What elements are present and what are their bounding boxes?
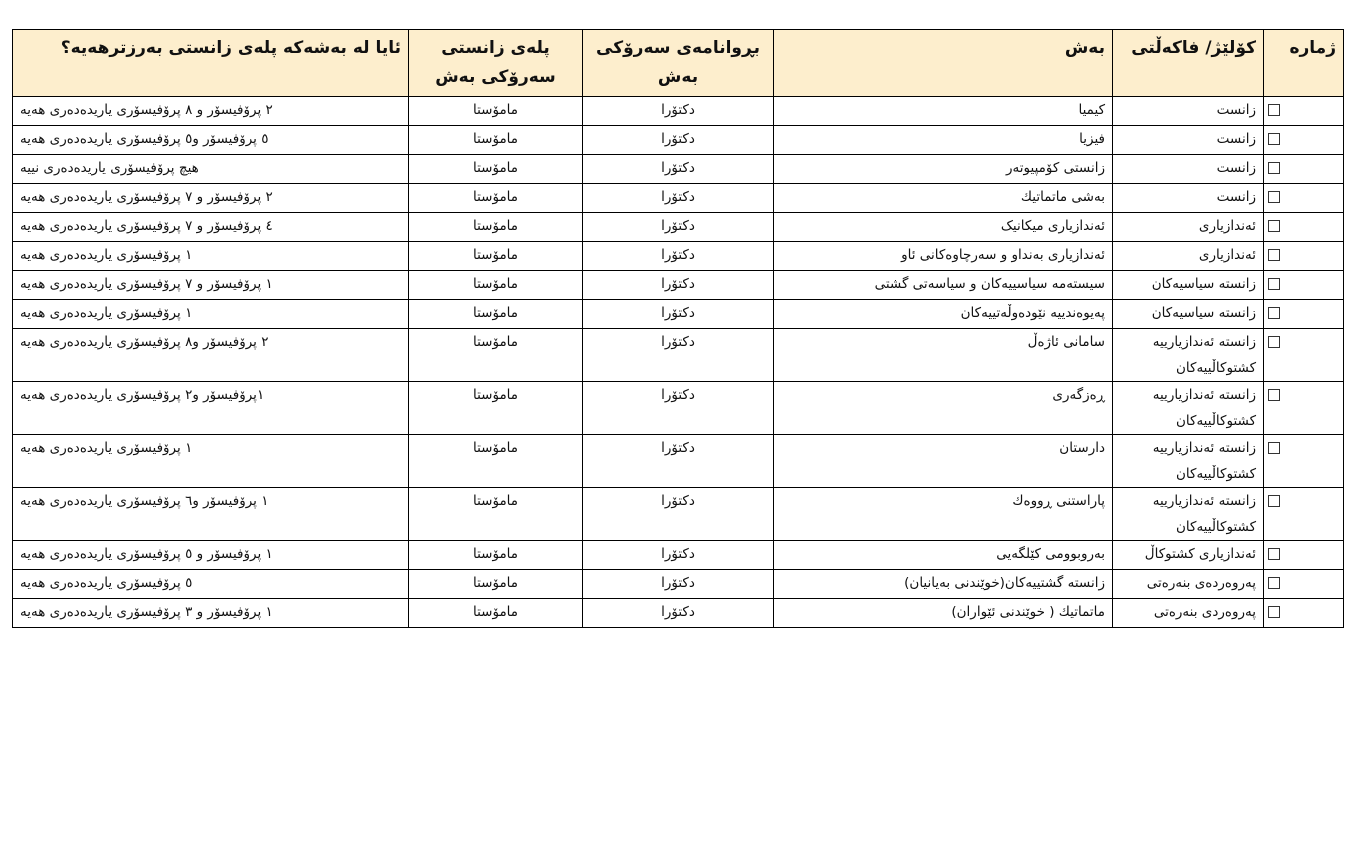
- checkbox-icon[interactable]: [1268, 307, 1280, 319]
- department-cell: ڕەزگەری: [774, 382, 1113, 435]
- checkbox-icon[interactable]: [1268, 336, 1280, 348]
- department-cell: ئەندازیاری میکانیک: [774, 213, 1113, 242]
- department-cell: بەروبوومی کێلگەیی: [774, 541, 1113, 570]
- title-cell: مامۆستا: [409, 300, 583, 329]
- question-cell: ١پرۆفیسۆر و٢ پرۆفیسۆری یاریدەدەری هەیە: [13, 382, 409, 435]
- table-row: [13, 382, 1344, 435]
- table-row: [13, 155, 1344, 184]
- title-cell: مامۆستا: [409, 435, 583, 488]
- college-cell: ئەندازیاری کشتوکاڵ: [1113, 541, 1264, 570]
- title-cell: مامۆستا: [409, 126, 583, 155]
- table-row: [13, 541, 1344, 570]
- title-cell: مامۆستا: [409, 570, 583, 599]
- college-cell: ئەندازیاری: [1113, 242, 1264, 271]
- row-checkbox-cell: [1264, 271, 1344, 300]
- question-cell: ٢ پرۆفیسۆر و ٧ پرۆفیسۆری یاریدەدەری هەیە: [13, 184, 409, 213]
- table-row: [13, 599, 1344, 628]
- header-title: پلەی زانستی سەرۆکی بەش: [409, 30, 583, 97]
- question-cell: ١ پرۆفیسۆر و ٧ پرۆفیسۆری یاریدەدەری هەیە: [13, 271, 409, 300]
- department-cell: بەشی ماتماتیك: [774, 184, 1113, 213]
- department-cell: دارستان: [774, 435, 1113, 488]
- question-cell: هیچ پرۆفیسۆری یاریدەدەری نییە: [13, 155, 409, 184]
- header-question: ئایا لە بەشەکە پلەی زانستی بەرزترهەیە؟: [13, 30, 409, 97]
- checkbox-icon[interactable]: [1268, 133, 1280, 145]
- question-cell: ١ پرۆفیسۆری یاریدەدەری هەیە: [13, 242, 409, 271]
- row-checkbox-cell: [1264, 242, 1344, 271]
- checkbox-icon[interactable]: [1268, 249, 1280, 261]
- checkbox-icon[interactable]: [1268, 220, 1280, 232]
- row-checkbox-cell: [1264, 382, 1344, 435]
- title-cell: مامۆستا: [409, 329, 583, 382]
- title-cell: مامۆستا: [409, 155, 583, 184]
- row-checkbox-cell: [1264, 184, 1344, 213]
- table-row: [13, 242, 1344, 271]
- department-cell: زانستە گشتییەکان(خوێندنی بەیانیان): [774, 570, 1113, 599]
- title-cell: مامۆستا: [409, 382, 583, 435]
- row-checkbox-cell: [1264, 126, 1344, 155]
- department-cell: پەیوەندییە نێودەوڵەتییەکان: [774, 300, 1113, 329]
- degree-cell: دکتۆرا: [583, 126, 774, 155]
- question-cell: ١ پرۆفیسۆری یاریدەدەری هەیە: [13, 300, 409, 329]
- college-cell: زانست: [1113, 126, 1264, 155]
- degree-cell: دکتۆرا: [583, 213, 774, 242]
- table-row: [13, 300, 1344, 329]
- title-cell: مامۆستا: [409, 488, 583, 541]
- row-checkbox-cell: [1264, 300, 1344, 329]
- table-row: [13, 184, 1344, 213]
- degree-cell: دکتۆرا: [583, 382, 774, 435]
- table-row: [13, 435, 1344, 488]
- question-cell: ١ پرۆفیسۆر و ٣ پرۆفیسۆری یاریدەدەری هەیە: [13, 599, 409, 628]
- department-cell: سیستەمە سیاسییەکان و سیاسەتی گشتی: [774, 271, 1113, 300]
- department-cell: فیزیا: [774, 126, 1113, 155]
- department-cell: کیمیا: [774, 97, 1113, 126]
- degree-cell: دکتۆرا: [583, 242, 774, 271]
- question-cell: ٥ پرۆفیسۆری یاریدەدەری هەیە: [13, 570, 409, 599]
- table-row: [13, 271, 1344, 300]
- degree-cell: دکتۆرا: [583, 599, 774, 628]
- degree-cell: دکتۆرا: [583, 300, 774, 329]
- question-cell: ٢ پرۆفیسۆر و٨ پرۆفیسۆری یاریدەدەری هەیە: [13, 329, 409, 382]
- checkbox-icon[interactable]: [1268, 495, 1280, 507]
- table-row: [13, 126, 1344, 155]
- checkbox-icon[interactable]: [1268, 442, 1280, 454]
- department-cell: ئەندازیاری بەنداو و سەرچاوەکانی ئاو: [774, 242, 1113, 271]
- title-cell: مامۆستا: [409, 271, 583, 300]
- table-row: [13, 213, 1344, 242]
- degree-cell: دکتۆرا: [583, 570, 774, 599]
- table-row: [13, 488, 1344, 541]
- question-cell: ١ پرۆفیسۆر و ٥ پرۆفیسۆری یاریدەدەری هەیە: [13, 541, 409, 570]
- college-cell: پەروەردەی بنەرەتی: [1113, 570, 1264, 599]
- table-row: [13, 329, 1344, 382]
- title-cell: مامۆستا: [409, 541, 583, 570]
- college-cell: زانستە سیاسیەکان: [1113, 300, 1264, 329]
- row-checkbox-cell: [1264, 213, 1344, 242]
- college-cell: پەروەردی بنەرەتی: [1113, 599, 1264, 628]
- checkbox-icon[interactable]: [1268, 389, 1280, 401]
- title-cell: مامۆستا: [409, 599, 583, 628]
- row-checkbox-cell: [1264, 541, 1344, 570]
- checkbox-icon[interactable]: [1268, 548, 1280, 560]
- degree-cell: دکتۆرا: [583, 435, 774, 488]
- degree-cell: دکتۆرا: [583, 329, 774, 382]
- college-cell: ئەندازیاری: [1113, 213, 1264, 242]
- table-row: [13, 570, 1344, 599]
- college-cell: زانستە ئەندازیارییە کشتوکاڵییەکان: [1113, 488, 1264, 541]
- title-cell: مامۆستا: [409, 184, 583, 213]
- departments-table: [12, 29, 1344, 628]
- checkbox-icon[interactable]: [1268, 191, 1280, 203]
- degree-cell: دکتۆرا: [583, 271, 774, 300]
- degree-cell: دکتۆرا: [583, 97, 774, 126]
- degree-cell: دکتۆرا: [583, 184, 774, 213]
- row-checkbox-cell: [1264, 570, 1344, 599]
- title-cell: مامۆستا: [409, 213, 583, 242]
- document-page: [12, 29, 1343, 628]
- title-cell: مامۆستا: [409, 242, 583, 271]
- college-cell: زانستە ئەندازیارییە کشتوکاڵییەکان: [1113, 382, 1264, 435]
- header-row: [13, 30, 1344, 97]
- header-college: کۆلێژ/ فاکەڵتی: [1113, 30, 1264, 97]
- title-cell: مامۆستا: [409, 97, 583, 126]
- row-checkbox-cell: [1264, 488, 1344, 541]
- college-cell: زانست: [1113, 97, 1264, 126]
- checkbox-icon[interactable]: [1268, 162, 1280, 174]
- department-cell: پاراستنی ڕووەك: [774, 488, 1113, 541]
- college-cell: زانستە ئەندازیارییە کشتوکاڵییەکان: [1113, 329, 1264, 382]
- checkbox-icon[interactable]: [1268, 606, 1280, 618]
- row-checkbox-cell: [1264, 97, 1344, 126]
- degree-cell: دکتۆرا: [583, 155, 774, 184]
- degree-cell: دکتۆرا: [583, 541, 774, 570]
- checkbox-icon[interactable]: [1268, 104, 1280, 116]
- question-cell: ١ پرۆفیسۆری یاریدەدەری هەیە: [13, 435, 409, 488]
- table-row: [13, 97, 1344, 126]
- checkbox-icon[interactable]: [1268, 278, 1280, 290]
- question-cell: ٥ پرۆفیسۆر و٥ پرۆفیسۆری یاریدەدەری هەیە: [13, 126, 409, 155]
- college-cell: زانستە ئەندازیارییە کشتوکاڵییەکان: [1113, 435, 1264, 488]
- row-checkbox-cell: [1264, 329, 1344, 382]
- department-cell: سامانی ئاژەڵ: [774, 329, 1113, 382]
- degree-cell: دکتۆرا: [583, 488, 774, 541]
- row-checkbox-cell: [1264, 435, 1344, 488]
- checkbox-icon[interactable]: [1268, 577, 1280, 589]
- department-cell: زانستی کۆمپیوتەر: [774, 155, 1113, 184]
- college-cell: زانستە سیاسیەکان: [1113, 271, 1264, 300]
- college-cell: زانست: [1113, 184, 1264, 213]
- header-degree: بڕوانامەی سەرۆکی بەش: [583, 30, 774, 97]
- header-department: بەش: [774, 30, 1113, 97]
- department-cell: ماتماتیك ( خوێندنی ئێواران): [774, 599, 1113, 628]
- row-checkbox-cell: [1264, 599, 1344, 628]
- row-checkbox-cell: [1264, 155, 1344, 184]
- header-number: ژماره: [1264, 30, 1344, 97]
- question-cell: ٢ پرۆفیسۆر و ٨ پرۆفیسۆری یاریدەدەری هەیە: [13, 97, 409, 126]
- question-cell: ١ پرۆفیسۆر و٦ پرۆفیسۆری یاریدەدەری هەیە: [13, 488, 409, 541]
- question-cell: ٤ پرۆفیسۆر و ٧ پرۆفیسۆری یاریدەدەری هەیە: [13, 213, 409, 242]
- college-cell: زانست: [1113, 155, 1264, 184]
